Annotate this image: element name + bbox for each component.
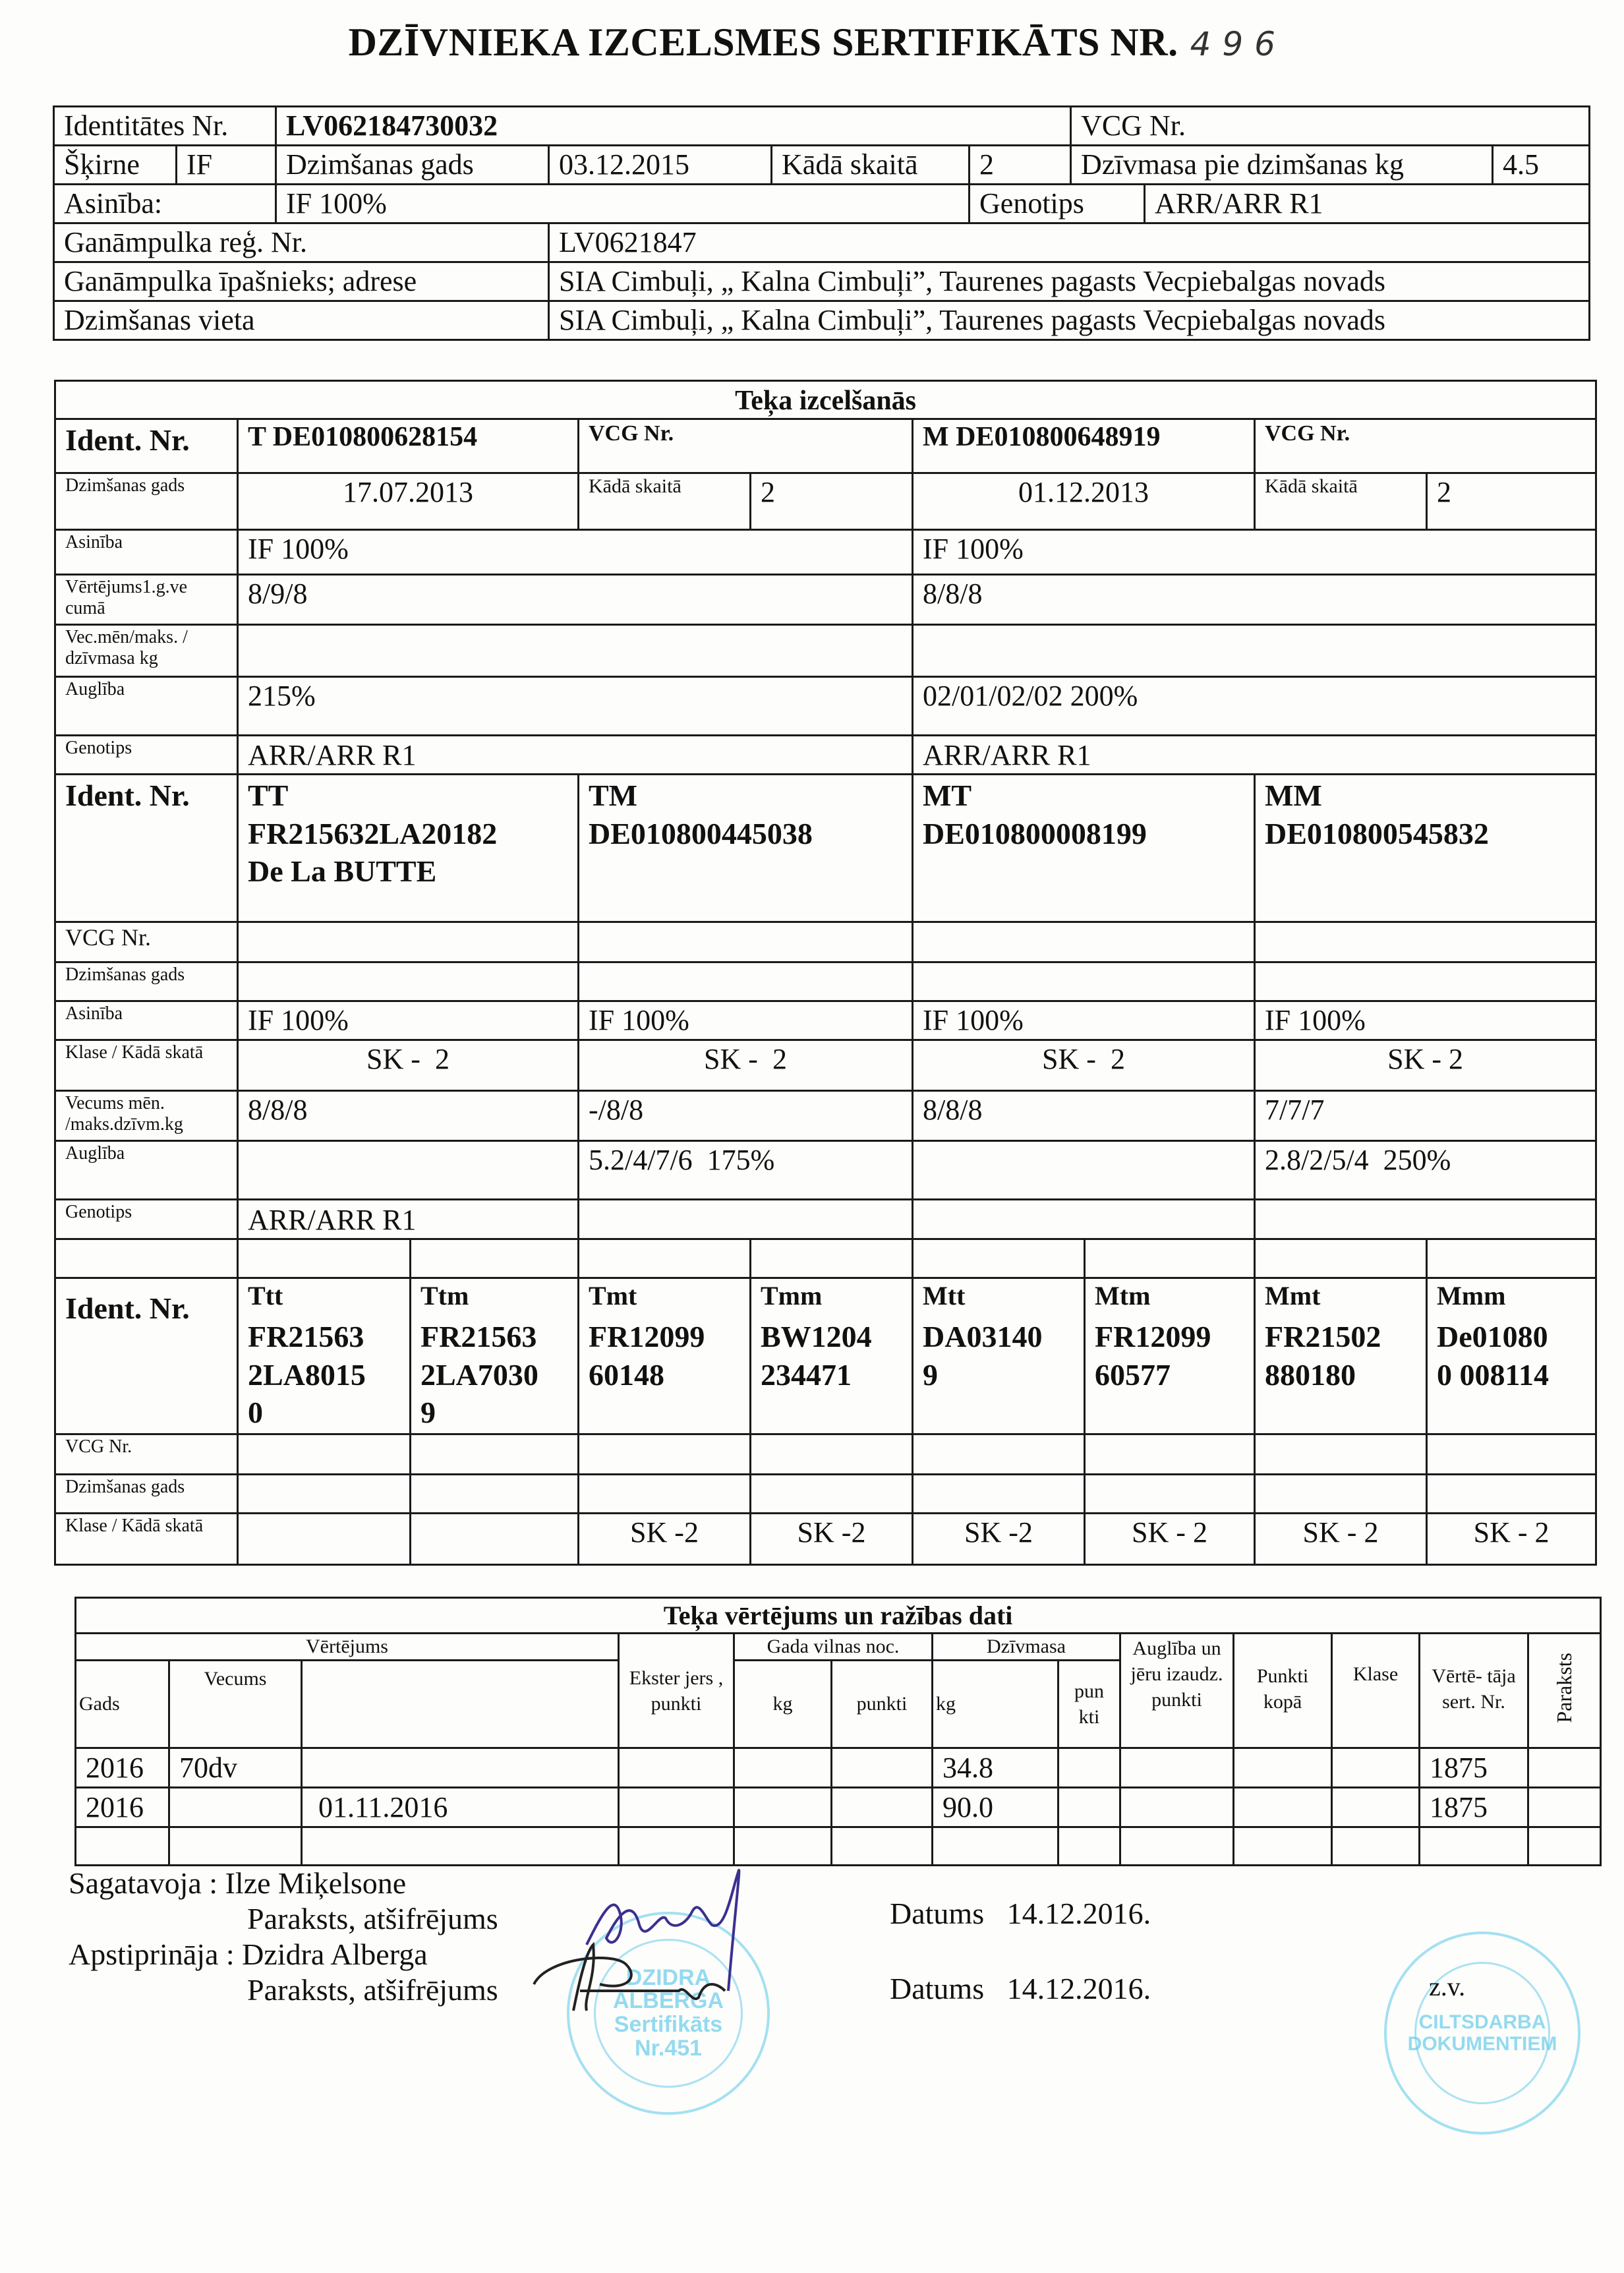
- breed-value: IF: [177, 146, 276, 185]
- empty-row: [55, 1239, 1596, 1278]
- age-weight-label: Vec.mēn/maks. / dzīvmasa kg: [55, 625, 238, 677]
- evaluator-cert: [1420, 1827, 1528, 1866]
- animal-info-table: [53, 105, 1590, 341]
- great-grandparent-mtt: [913, 1278, 1085, 1434]
- approved-signature-label: Paraksts, atšifrējums: [247, 1973, 498, 2007]
- dam-birth: 01.12.2013: [913, 473, 1255, 530]
- stamp-line: DZIDRA: [625, 1964, 711, 1990]
- certificate-title-text: DZĪVNIEKA IZCELSMES SERTIFIKĀTS NR.: [348, 20, 1178, 64]
- ggp-ident: De010800 008114: [1437, 1320, 1549, 1392]
- seal-label: z.v.: [1429, 1972, 1466, 2001]
- breed-label: Šķirne: [54, 146, 177, 185]
- year-header: Gads: [76, 1661, 169, 1748]
- litter-value: 2: [970, 146, 1071, 185]
- blood-label: Asinība: [55, 530, 238, 575]
- weight-points: [1058, 1788, 1120, 1827]
- birth-label: Dzimšanas gads: [55, 1474, 238, 1513]
- signature: [1528, 1827, 1601, 1866]
- ggp-code: Mmt: [1265, 1281, 1321, 1311]
- age: [169, 1788, 302, 1827]
- date-value: 14.12.2016.: [1006, 1897, 1151, 1930]
- performance-row: [76, 1827, 1601, 1866]
- signature-2-icon: [521, 1938, 758, 2024]
- class: [1332, 1748, 1420, 1788]
- class-label: Klase / Kādā skatā: [55, 1513, 238, 1564]
- date: [302, 1748, 619, 1788]
- row-birthplace: [54, 301, 1590, 340]
- date: [302, 1827, 619, 1866]
- sire-age-weight: [238, 625, 913, 677]
- ggp-ident: BW1204 234471: [761, 1320, 872, 1392]
- tt-class: SK - 2: [238, 1040, 579, 1091]
- empty-cell: [1255, 1239, 1427, 1278]
- class: [1332, 1827, 1420, 1866]
- signature: [1528, 1748, 1601, 1788]
- class-label: Klase / Kādā skatā: [55, 1040, 238, 1091]
- ggp-class: SK -2: [579, 1513, 751, 1564]
- great-grandparent-mmm: [1427, 1278, 1596, 1434]
- dam-ident: M DE010800648919: [913, 419, 1255, 473]
- grandparent-ident: DE010800008199: [923, 816, 1147, 850]
- wool-points: [832, 1827, 933, 1866]
- ggp-code: Mtt: [923, 1281, 966, 1311]
- row-ident: [54, 107, 1590, 146]
- approved-by: Apstiprināja : Dzidra Alberga: [69, 1937, 428, 1971]
- ggp-code: Mtm: [1095, 1281, 1151, 1311]
- tt-birth: [238, 962, 579, 1001]
- row-flock-reg: [54, 223, 1590, 262]
- birth-weight-label: Dzīvmasa pie dzimšanas kg: [1071, 146, 1493, 185]
- weight-points: [1058, 1748, 1120, 1788]
- ggp-vcg: [913, 1434, 1085, 1474]
- parents-birth-row: [55, 473, 1596, 530]
- ggp-vcg: [579, 1434, 751, 1474]
- tm-birth: [579, 962, 913, 1001]
- certificate-title: [0, 20, 1624, 65]
- birthplace-value: SIA Cimbuļi, „ Kalna Cimbuļi”, Taurenes pagasts Vecpiebalgas novads: [549, 301, 1590, 340]
- pedigree-table: [54, 380, 1597, 1566]
- fertility-label: Auglība: [55, 1141, 238, 1200]
- dam-litter-label: Kādā skaitā: [1255, 473, 1427, 530]
- evaluator-cert-header: Vērtē- tāja sert. Nr.: [1420, 1634, 1528, 1748]
- date-value: 14.12.2016.: [1006, 1972, 1151, 2005]
- year: 2016: [76, 1788, 169, 1827]
- ggp-vcg: [411, 1434, 579, 1474]
- vcg-label: VCG Nr.: [55, 922, 238, 962]
- dam-litter: 2: [1427, 473, 1596, 530]
- stamp-line: Nr.451: [634, 2035, 703, 2061]
- genotype-label: Genotips: [55, 1200, 238, 1239]
- grandparents-class-row: [55, 1040, 1596, 1091]
- wool-points: [832, 1788, 933, 1827]
- empty-cell: [1085, 1239, 1255, 1278]
- association-stamp: [1384, 1932, 1580, 2135]
- class-header: Klase: [1332, 1634, 1420, 1748]
- ggp-code: Ttt: [248, 1281, 283, 1311]
- ggp-vcg: [238, 1434, 411, 1474]
- date-label: Datums: [890, 1972, 985, 2005]
- weight-kg: 90.0: [933, 1788, 1058, 1827]
- fertility: [1120, 1827, 1234, 1866]
- stamp-line: ALBERGA: [612, 1988, 724, 2014]
- birth-weight-value: 4.5: [1493, 146, 1590, 185]
- ggp-birth: [579, 1474, 751, 1513]
- exterior: [619, 1748, 734, 1788]
- ggp-birth: [238, 1474, 411, 1513]
- dam-eval: 8/8/8: [913, 575, 1596, 625]
- weight-kg: 34.8: [933, 1748, 1058, 1788]
- wool-kg: [734, 1748, 832, 1788]
- genotype-label: Genotips: [55, 736, 238, 775]
- tm-class: SK - 2: [579, 1040, 913, 1091]
- parents-fertility-row: [55, 677, 1596, 736]
- ggp-ident: DA03140 9: [923, 1320, 1043, 1392]
- tt-blood: IF 100%: [238, 1001, 579, 1040]
- empty-cell: [238, 1239, 411, 1278]
- mm-class: SK - 2: [1255, 1040, 1596, 1091]
- sire-litter-label: Kādā skaitā: [579, 473, 751, 530]
- sire-litter: 2: [751, 473, 913, 530]
- great-grandparent-mmt: [1255, 1278, 1427, 1434]
- fertility: [1120, 1748, 1234, 1788]
- fertility: [1120, 1788, 1234, 1827]
- mt-age-weight: 8/8/8: [913, 1091, 1255, 1141]
- grandparent-tm: [579, 775, 913, 922]
- empty-cell: [579, 1239, 751, 1278]
- vcg-label: VCG Nr.: [55, 1434, 238, 1474]
- fertility-header: Auglība un jēru izaudz. punkti: [1120, 1634, 1234, 1748]
- ggp-class: SK -2: [913, 1513, 1085, 1564]
- sire-eval: 8/9/8: [238, 575, 913, 625]
- weight-header: Dzīvmasa: [933, 1634, 1120, 1661]
- empty-cell: [913, 1239, 1085, 1278]
- blood-value: IF 100%: [276, 185, 970, 223]
- performance-title: Teķa vērtējums un ražības dati: [76, 1598, 1601, 1634]
- ggp-ident: FR12099 60577: [1095, 1320, 1211, 1392]
- grandparent-ident: DE010800445038: [589, 816, 813, 850]
- pedigree-title: Teķa izcelšanās: [55, 381, 1596, 419]
- mm-birth: [1255, 962, 1596, 1001]
- grandparent-code: TT: [248, 779, 289, 812]
- exterior: [619, 1788, 734, 1827]
- tt-fertility: [238, 1141, 579, 1200]
- evaluator-cert: 1875: [1420, 1788, 1528, 1827]
- flock-owner-label: Ganāmpulka īpašnieks; adrese: [54, 262, 549, 301]
- date-label: Datums: [890, 1897, 985, 1930]
- tm-age-weight: -/8/8: [579, 1091, 913, 1141]
- ident-label: Ident. Nr.: [55, 419, 238, 473]
- row-flock-owner: [54, 262, 1590, 301]
- mm-blood: IF 100%: [1255, 1001, 1596, 1040]
- birth-label: Dzimšanas gads: [55, 473, 238, 530]
- grandparent-ident: DE010800545832: [1265, 816, 1489, 850]
- date-1: [890, 1896, 1151, 1931]
- birth-value: 03.12.2015: [549, 146, 772, 185]
- mm-age-weight: 7/7/7: [1255, 1091, 1596, 1141]
- ggp-class: SK -2: [751, 1513, 913, 1564]
- tt-age-weight: 8/8/8: [238, 1091, 579, 1141]
- date: 01.11.2016: [302, 1788, 619, 1827]
- grandparents-age-weight-row: [55, 1091, 1596, 1141]
- grandparent-tt: [238, 775, 579, 922]
- prepared-signature-label: Paraksts, atšifrējums: [247, 1902, 498, 1935]
- mm-genotype: [1255, 1200, 1596, 1239]
- genotype-value: ARR/ARR R1: [1145, 185, 1590, 223]
- grandparents-genotype-row: [55, 1200, 1596, 1239]
- mt-vcg: [913, 922, 1255, 962]
- total-points: [1234, 1748, 1332, 1788]
- wool-kg-header: kg: [734, 1661, 832, 1748]
- wool-points-header: punkti: [832, 1661, 933, 1748]
- birthplace-label: Dzimšanas vieta: [54, 301, 549, 340]
- tt-vcg: [238, 922, 579, 962]
- grandparent-code: MT: [923, 779, 972, 812]
- parents-blood-row: [55, 530, 1596, 575]
- ggp-vcg: [1427, 1434, 1596, 1474]
- great-grandparents-vcg-row: [55, 1434, 1596, 1474]
- ggp-ident: FR12099 60148: [589, 1320, 705, 1392]
- age-header: Vecums: [169, 1661, 302, 1748]
- flock-reg-label: Ganāmpulka reģ. Nr.: [54, 223, 549, 262]
- ggp-class: SK - 2: [1085, 1513, 1255, 1564]
- great-grandparents-class-row: [55, 1513, 1596, 1564]
- ident-label: Ident. Nr.: [55, 775, 238, 922]
- grandparents-birth-row: [55, 962, 1596, 1001]
- ggp-class: SK - 2: [1255, 1513, 1427, 1564]
- date-header: [302, 1661, 619, 1748]
- performance-row: [76, 1788, 1601, 1827]
- wool-header: Gada vilnas noc.: [734, 1634, 933, 1661]
- great-grandparent-tmt: [579, 1278, 751, 1434]
- vcg-label: VCG Nr.: [1071, 107, 1590, 146]
- ident-label: Ident. Nr.: [55, 1278, 238, 1434]
- grandparent-mt: [913, 775, 1255, 922]
- great-grandparent-mtm: [1085, 1278, 1255, 1434]
- mt-genotype: [913, 1200, 1255, 1239]
- ggp-ident: FR21563 2LA7030 9: [420, 1320, 538, 1429]
- row-breed: [54, 146, 1590, 185]
- exterior-header: Ekster jers , punkti: [619, 1634, 734, 1748]
- mm-vcg: [1255, 922, 1596, 962]
- dam-age-weight: [913, 625, 1596, 677]
- eval-label: Vērtējums1.g.ve cumā: [55, 575, 238, 625]
- flock-owner-value: SIA Cimbuļi, „ Kalna Cimbuļi”, Taurenes pagasts Vecpiebalgas novads: [549, 262, 1590, 301]
- performance-row: [76, 1748, 1601, 1788]
- age: 70dv: [169, 1748, 302, 1788]
- weight-kg-header: kg: [933, 1661, 1058, 1748]
- parents-ident-row: [55, 419, 1596, 473]
- performance-table: [74, 1597, 1602, 1866]
- ggp-code: Tmt: [589, 1281, 637, 1311]
- mm-fertility: 2.8/2/5/4 250%: [1255, 1141, 1596, 1200]
- sire-genotype: ARR/ARR R1: [238, 736, 913, 775]
- grandparent-ident: FR215632LA20182: [248, 816, 498, 850]
- ggp-ident: FR21502 880180: [1265, 1320, 1381, 1392]
- tm-blood: IF 100%: [579, 1001, 913, 1040]
- ggp-birth: [1085, 1474, 1255, 1513]
- year: [76, 1827, 169, 1866]
- mt-birth: [913, 962, 1255, 1001]
- great-grandparent-ttm: [411, 1278, 579, 1434]
- weight-points: [1058, 1827, 1120, 1866]
- ggp-ident: FR21563 2LA8015 0: [248, 1320, 366, 1429]
- litter-label: Kādā skaitā: [772, 146, 970, 185]
- ggp-vcg: [1255, 1434, 1427, 1474]
- weight-points-header: pun kti: [1058, 1661, 1120, 1748]
- ggp-class: [411, 1513, 579, 1564]
- ggp-code: Tmm: [761, 1281, 823, 1311]
- ggp-birth: [751, 1474, 913, 1513]
- empty-cell: [411, 1239, 579, 1278]
- great-grandparent-ttt: [238, 1278, 411, 1434]
- grandparent-mm: [1255, 775, 1596, 922]
- fertility-label: Auglība: [55, 677, 238, 736]
- genotype-label: Genotips: [970, 185, 1145, 223]
- total-points-header: Punkti kopā: [1234, 1634, 1332, 1748]
- parents-eval-row: [55, 575, 1596, 625]
- ggp-code: Ttm: [420, 1281, 469, 1311]
- pedigree-title-row: [55, 381, 1596, 419]
- wool-points: [832, 1748, 933, 1788]
- great-grandparent-tmm: [751, 1278, 913, 1434]
- sire-vcg-label: VCG Nr.: [579, 419, 913, 473]
- mt-fertility: [913, 1141, 1255, 1200]
- ggp-class: SK - 2: [1427, 1513, 1596, 1564]
- stamp-line: CILTSDARBA: [1418, 2011, 1546, 2033]
- grandparent-name: De La BUTTE: [248, 854, 437, 888]
- blood-label: Asinība:: [54, 185, 276, 223]
- tm-genotype: [579, 1200, 913, 1239]
- grandparents-ident-row: [55, 775, 1596, 922]
- sire-blood: IF 100%: [238, 530, 913, 575]
- great-grandparents-birth-row: [55, 1474, 1596, 1513]
- sire-birth: 17.07.2013: [238, 473, 579, 530]
- birth-label: Dzimšanas gads: [276, 146, 549, 185]
- tm-vcg: [579, 922, 913, 962]
- stamp-line: Sertifikāts: [614, 2012, 723, 2037]
- signature-header-text: Paraksts: [1552, 1653, 1577, 1723]
- prepared-by: Sagatavoja : Ilze Miķelsone: [69, 1866, 407, 1900]
- signature-header: [1528, 1634, 1601, 1748]
- evaluator-cert: 1875: [1420, 1748, 1528, 1788]
- empty-cell: [1427, 1239, 1596, 1278]
- grandparents-vcg-row: [55, 922, 1596, 962]
- grandparents-blood-row: [55, 1001, 1596, 1040]
- dam-blood: IF 100%: [913, 530, 1596, 575]
- age: [169, 1827, 302, 1866]
- ggp-birth: [411, 1474, 579, 1513]
- empty-cell: [55, 1239, 238, 1278]
- performance-title-row: [76, 1598, 1601, 1634]
- evaluation-header: Vērtējums: [76, 1634, 619, 1661]
- sire-ident: T DE010800628154: [238, 419, 579, 473]
- year: 2016: [76, 1748, 169, 1788]
- ggp-vcg: [751, 1434, 913, 1474]
- mt-class: SK - 2: [913, 1040, 1255, 1091]
- birth-label: Dzimšanas gads: [55, 962, 238, 1001]
- certificate-number-handwritten: 4 9 6: [1190, 25, 1276, 63]
- grandparents-fertility-row: [55, 1141, 1596, 1200]
- flock-reg-value: LV0621847: [549, 223, 1590, 262]
- empty-cell: [751, 1239, 913, 1278]
- class: [1332, 1788, 1420, 1827]
- sire-fertility: 215%: [238, 677, 913, 736]
- tt-genotype: ARR/ARR R1: [238, 1200, 579, 1239]
- total-points: [1234, 1788, 1332, 1827]
- ident-label: Identitātes Nr.: [54, 107, 276, 146]
- ggp-code: Mmm: [1437, 1281, 1506, 1311]
- stamp-line: DOKUMENTIEM: [1407, 2033, 1557, 2055]
- ggp-class: [238, 1513, 411, 1564]
- date-2: [890, 1971, 1151, 2006]
- ident-value: LV062184730032: [276, 107, 1071, 146]
- parents-age-weight-row: [55, 625, 1596, 677]
- ggp-birth: [1427, 1474, 1596, 1513]
- parents-genotype-row: [55, 736, 1596, 775]
- great-grandparents-ident-row: [55, 1278, 1596, 1434]
- row-blood: [54, 185, 1590, 223]
- signature: [1528, 1788, 1601, 1827]
- ggp-vcg: [1085, 1434, 1255, 1474]
- dam-vcg-label: VCG Nr.: [1255, 419, 1596, 473]
- performance-group-header-row: [76, 1634, 1601, 1661]
- tm-fertility: 5.2/4/7/6 175%: [579, 1141, 913, 1200]
- dam-fertility: 02/01/02/02 200%: [913, 677, 1596, 736]
- ggp-birth: [1255, 1474, 1427, 1513]
- grandparent-code: MM: [1265, 779, 1322, 812]
- ggp-birth: [913, 1474, 1085, 1513]
- age-weight-label: Vecums mēn. /maks.dzīvm.kg: [55, 1091, 238, 1141]
- weight-kg: [933, 1827, 1058, 1866]
- grandparent-code: TM: [589, 779, 638, 812]
- dam-genotype: ARR/ARR R1: [913, 736, 1596, 775]
- mt-blood: IF 100%: [913, 1001, 1255, 1040]
- wool-kg: [734, 1788, 832, 1827]
- total-points: [1234, 1827, 1332, 1866]
- blood-label: Asinība: [55, 1001, 238, 1040]
